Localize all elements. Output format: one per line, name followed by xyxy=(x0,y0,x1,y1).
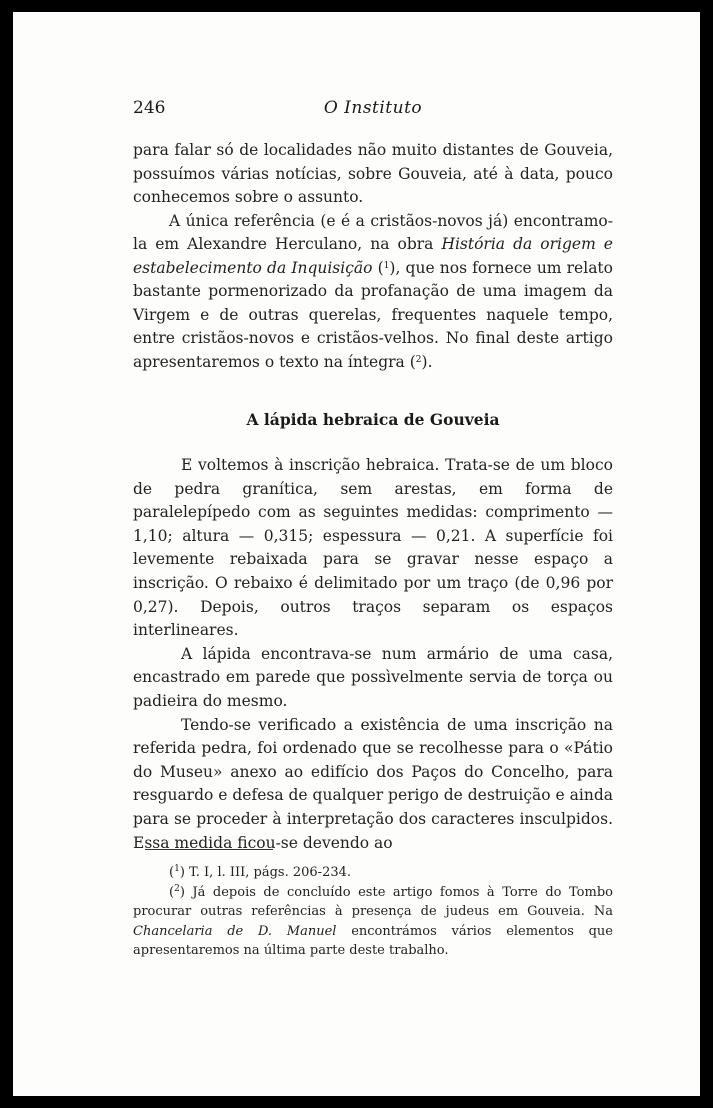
section-heading: A lápida hebraica de Gouveia xyxy=(246,410,500,429)
text-run: encontrámos vários elementos que apresentaremos na última parte deste trabalho. xyxy=(133,923,614,958)
text-run: , que nos fornece um relato bastante pormenorizado da profanação de uma imagem da Virgem e de outras querelas, frequentes naquele tempo, entre cristãos-novos e cristãos-velhos. No final deste artigo apresentaremos o texto na íntegra xyxy=(133,258,613,371)
page-number: 246 xyxy=(133,98,166,118)
footnote: ($^1$) T. I, l. III, págs. 206-234. xyxy=(169,864,352,880)
footnote-mark: 1 xyxy=(174,864,180,874)
book-title: Chancelaria de D. Manuel xyxy=(133,923,337,939)
book-page xyxy=(13,12,700,1096)
paragraph: Tendo-se verificado a existência de uma inscrição na referida pedra, foi ordenado que se recolhesse para o «Pátio do Museu» anexo ao edifício dos Paços do Concelho, para resguardo e defesa de qualquer perigo de destruição e ainda para se proceder à interpretação dos caracteres insculpidos. Essa medida ficou-se devendo ao xyxy=(133,715,613,852)
text-run: . xyxy=(427,352,433,371)
paragraph: para falar só de localidades não muito distantes de Gouveia, possuímos várias notícias, sobre Gouveia, até à data, pouco conhecemos sobre o assunto. xyxy=(133,141,613,206)
footnote-divider xyxy=(145,849,273,850)
book-title: História da origem e estabelecimento da Inquisição xyxy=(133,235,613,277)
paragraph: A única referência (e é a cristãos-novos já) encontramo-la em Alexandre Herculano, na obra História da origem e estabelecimento da Inquisição ($^1$), que nos fornece um relato bastante pormenorizado da profanação de uma imagem da Virgem e de outras querelas, frequentes naquele tempo, entre cristãos-novos e cristãos-velhos. No final deste artigo apresentaremos o texto na íntegra ($^2$). xyxy=(133,211,613,371)
paragraph: E voltemos à inscrição hebraica. Trata-se de um bloco de pedra granítica, sem arestas, em forma de paralelepípedo com as seguintes medidas: comprimento — 1,10; altura — 0,315; espessura — 0,21. A superfície foi levemente rebaixada para se gravar nesse espaço a inscrição. O rebaixo é delimitado por um traço (de 0,96 por 0,27). Depois, outros traços separam os espaços interlineares. xyxy=(133,456,613,640)
text-run: A única referência (e é a cristãos-novos já) encontramo-la em Alexandre Herculano, na obra xyxy=(133,211,613,253)
footnote-mark: 2 xyxy=(174,883,180,894)
text-run: Já depois de concluído este artigo fomos à Torre do Tombo procurar outras referências à presença de judeus em Gouveia. Na xyxy=(133,884,613,919)
running-title: O Instituto xyxy=(323,98,423,118)
page-header xyxy=(133,98,613,122)
text-run: T. I, l. III, págs. 206-234. xyxy=(184,865,352,880)
section-text xyxy=(133,454,613,855)
intro-text xyxy=(133,139,613,374)
footnote-ref: 2 xyxy=(415,354,422,365)
footnote: ($^2$) Já depois de concluído este artigo fomos à Torre do Tombo procurar outras referências à presença de judeus em Gouveia. Na Chancelaria de D. Manuel encontrámos vários elementos que apresentaremos na última parte deste trabalho. xyxy=(133,883,614,958)
footnotes xyxy=(133,863,613,961)
footnote-ref: 1 xyxy=(383,260,390,271)
paragraph: A lápida encontrava-se num armário de uma casa, encastrado em parede que possìvelmente servia de torça ou padieira do mesmo. xyxy=(133,644,613,710)
